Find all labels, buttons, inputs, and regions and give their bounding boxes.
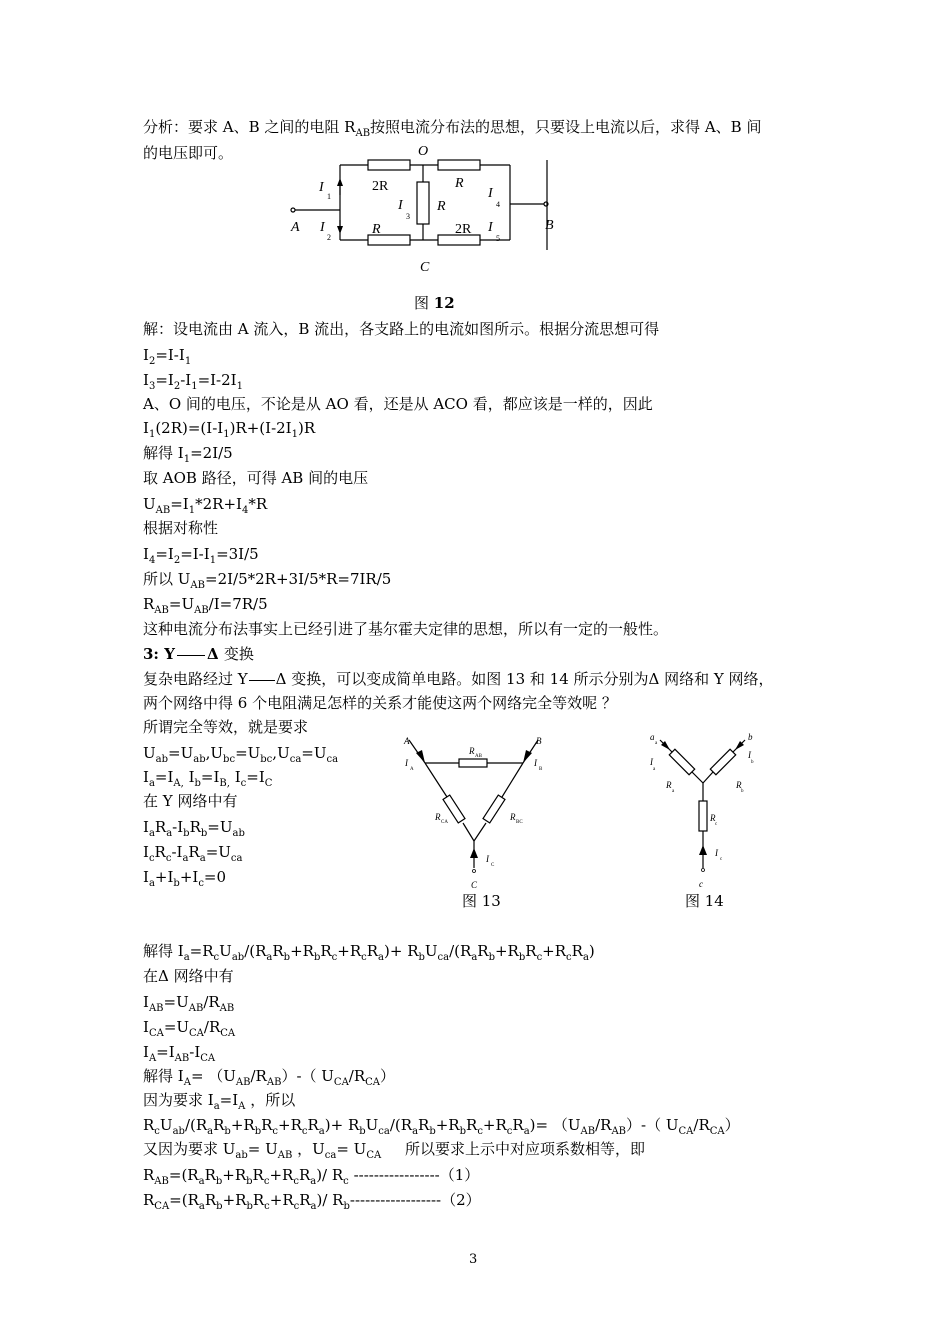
fig12-sub-3: 3: [406, 212, 410, 221]
fig12-sub-2: 2: [327, 233, 331, 242]
fig14-ic: I: [715, 848, 718, 858]
fig13-node-a: A: [404, 736, 410, 746]
fig12-i4: I: [488, 186, 493, 201]
fig13-sub: C: [491, 863, 495, 868]
solution-line-2: A、O 间的电压，不论是从 AO 看，还是从 ACO 看，都应该是一样的，因此: [143, 395, 653, 413]
equation: 解得 $I_a=R_cU_{ab}/(R_aR_b+R_bR_c+R_cR_a)+ R_bU_{ca}/(R_aR_b+R_bR_c+R_cR_a)$: [143, 942, 595, 963]
fig14-rb: R: [736, 780, 742, 790]
fig14-sub: b: [741, 789, 744, 794]
solution-line-5: 根据对称性: [143, 519, 219, 537]
solution-line-1: 解：设电流由 A 流入，B 流出，各支路上的电流如图所示。根据分流思想可得: [143, 320, 660, 338]
fig14-sub: a: [653, 767, 656, 772]
fig13-sub: A: [410, 767, 414, 772]
fig12-r-top-right: R: [455, 176, 464, 191]
solution-line-7: 这种电流分布法事实上已经引进了基尔霍夫定律的思想，所以有一定的一般性。: [143, 620, 669, 638]
fig12-i1: I: [319, 180, 324, 195]
fig13-node-b: B: [536, 736, 542, 746]
equation: $I_a+I_b+I_c=0$: [143, 868, 227, 889]
fig14-node-c: c: [699, 879, 703, 888]
fig14-node-a: a: [650, 732, 655, 742]
equation: $U_{ab}=U_{ab},U_{bc}=U_{bc},U_{ca}=U_{ca}$: [143, 744, 339, 765]
equation: $I_{AB}=U_{AB}/R_{AB}$: [143, 993, 235, 1014]
section-3-para-6: 因为要求 $I_a=I_A$ ，所以: [143, 1091, 296, 1112]
intro-line-1: 分析：要求 A、B 之间的电阻 $R_{AB}$按照电流分布法的思想，只要设上电流以后，求得 A、B 间: [143, 118, 762, 139]
fig13-rca: R: [435, 812, 441, 822]
intro-line-2: 的电压即可。: [143, 144, 234, 162]
fig14-sub: c: [720, 857, 723, 862]
fig12-i3: I: [398, 198, 403, 213]
section-3-heading: 3: Y Δ 变换: [143, 645, 254, 663]
fig13-rbc: R: [510, 812, 516, 822]
equation-1: $R_{AB}=(R_aR_b+R_bR_c+R_cR_a)/$ $R_c$ -----------------（1）: [143, 1166, 480, 1187]
fig13-node-c: C: [471, 880, 478, 888]
fig14-sub: a: [672, 789, 675, 794]
equation: $I_{CA}=U_{CA}/R_{CA}$: [143, 1018, 236, 1039]
figure-14-caption: 图 14: [685, 892, 724, 910]
figure-14-y-network: [640, 728, 760, 888]
fig12-sub-4: 4: [496, 200, 500, 209]
section-3-para-3: 所谓完全等效，就是要求: [143, 718, 309, 736]
equation: $I_A=I_{AB}-I_{CA}$: [143, 1043, 216, 1064]
fig12-r-top-left: 2R: [372, 179, 389, 194]
fig13-sub: BC: [516, 820, 523, 825]
equation: $R_{AB}=U_{AB}/I=7R/5$: [143, 595, 268, 616]
solution-line-3: 解得 $I_1=2I/5$: [143, 444, 233, 465]
equation: $I_a=I_{A,}$ $I_b=I_{B,}$ $I_c=I_C$: [143, 768, 273, 789]
fig14-ra: R: [666, 780, 672, 790]
fig13-rab: R: [469, 746, 475, 756]
figure-12-caption: 图 12: [414, 294, 455, 312]
equation: $I_cR_c-I_aR_a=U_{ca}$: [143, 843, 243, 864]
equation-2: $R_{CA}=(R_aR_b+R_bR_c+R_cR_a)/$ $R_b------------------(2)$: [143, 1191, 481, 1212]
fig12-r-bot-right: 2R: [455, 222, 472, 237]
fig12-node-a: A: [291, 220, 300, 235]
equation: $U_{AB}=I_1*2R+I_4*R$: [143, 495, 268, 516]
equation: $I_3=I_2-I_1=I-2I_1$: [143, 371, 243, 392]
solution-line-4: 取 AOB 路径，可得 AB 间的电压: [143, 469, 369, 487]
fig14-sub: c: [715, 822, 718, 827]
fig14-ia: I: [650, 757, 653, 767]
fig12-r-bot-left: R: [372, 222, 381, 237]
equation: $I_2=I-I_1$: [143, 346, 192, 367]
fig14-sub: b: [751, 760, 754, 765]
fig12-sub-1: 1: [327, 192, 331, 201]
fig13-sub: CA: [441, 820, 448, 825]
figure-13-caption: 图 13: [462, 892, 501, 910]
figure-12-circuit: [280, 140, 570, 280]
fig12-i5: I: [488, 220, 493, 235]
section-3-para-1: 复杂电路经过 Y Δ 变换，可以变成简单电路。如图 13 和 14 所示分别为Δ 网络和 Y 网络，: [143, 670, 774, 688]
section-3-para-5: 在Δ 网络中有: [143, 967, 234, 985]
section-3-para-7: 又因为要求 $U_{ab}= U_{AB}$ ，$U_{ca}= U_{CA}$ 所以要求上示中对应项系数相等，即: [143, 1140, 646, 1161]
figure-13-delta-network: [395, 728, 565, 888]
fig12-node-c: C: [420, 260, 430, 275]
fig12-node-o: O: [418, 144, 429, 159]
fig12-node-b: B: [545, 218, 554, 233]
fig14-node-b: b: [748, 732, 753, 742]
fig12-r-mid: R: [437, 199, 446, 214]
equation: $I_4=I_2=I-I_1=3I/5$: [143, 545, 259, 566]
section-3-para-2: 两个网络中得 6 个电阻满足怎样的关系才能使这两个网络完全等效呢 ？: [143, 694, 617, 712]
section-3-para-4: 在 Y 网络中有: [143, 792, 238, 810]
equation: $I_aR_a-I_bR_b=U_{ab}$: [143, 818, 245, 839]
fig12-i2: I: [320, 220, 325, 235]
equation: 解得 $I_A= (U_{AB}/R_{AB})-$（ $U_{CA}/R_{CA}$）: [143, 1067, 396, 1088]
solution-line-6: 所以 $U_{AB}=2I/5*2R+3I/5*R=7IR/5$: [143, 570, 392, 591]
fig12-sub-5: 5: [496, 234, 500, 243]
fig13-ib: I: [534, 758, 537, 768]
page-number: 3: [469, 1252, 478, 1267]
fig13-ia: I: [405, 758, 408, 768]
fig13-sub: AB: [475, 754, 482, 759]
fig14-rc: R: [710, 813, 716, 823]
fig14-ib: I: [748, 750, 751, 760]
fig13-ic: I: [486, 854, 489, 864]
fig13-sub: B: [539, 767, 543, 772]
fig14-sub: a: [655, 741, 658, 746]
equation: $I_1(2R)=(I-I_1)R+(I-2I_1)R$: [143, 419, 316, 440]
equation: $R_cU_{ab}/(R_aR_b+R_bR_c+R_cR_a)+ R_bU_{ca}/(R_aR_b+R_bR_c+R_cR_a)= (U_{AB}/R_{AB})-$（ $U_{CA}/R_{CA}$）: [143, 1116, 740, 1137]
